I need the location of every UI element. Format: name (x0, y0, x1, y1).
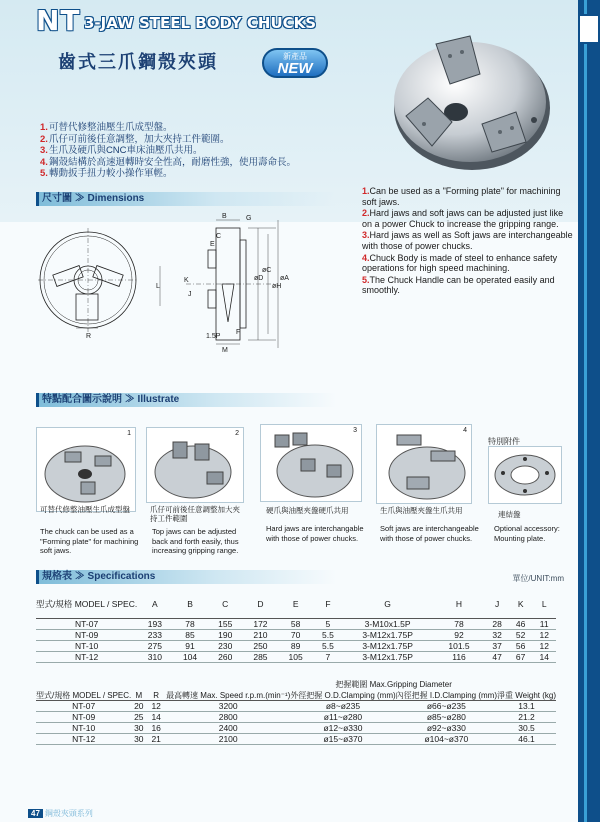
table-cell: 190 (208, 629, 243, 640)
feature-en-item: 3.Hard jaws as well as Soft jaws are interchangeable with those of power chucks. (362, 230, 573, 251)
table-cell: ø11~ø280 (290, 711, 395, 722)
table-cell: 2400 (166, 722, 290, 733)
table-cell: 47 (485, 651, 509, 662)
col-header: 淨重 Weight (kg) (497, 677, 556, 700)
table-cell: 155 (208, 618, 243, 629)
col-header: G (343, 592, 433, 618)
special-caption-cn: 連結盤 (498, 510, 521, 519)
col-header: E (278, 592, 313, 618)
col-header: R (146, 677, 166, 700)
illustrate-caption-en-2: Top jaws can be adjusted back and forth easily, thus increasing gripping range. (152, 527, 239, 555)
features-en-list (362, 186, 574, 297)
table-cell: 20 (131, 700, 146, 711)
table-cell: 37 (485, 640, 509, 651)
table-cell: 116 (433, 651, 486, 662)
table-cell: 78 (172, 618, 207, 629)
table-row (36, 618, 556, 629)
table-cell: ø66~ø235 (396, 700, 497, 711)
features-cn-list (40, 122, 360, 180)
table-cell: 21 (146, 733, 166, 744)
new-badge (262, 48, 328, 78)
table-cell: 58 (278, 618, 313, 629)
table-cell: 25 (131, 711, 146, 722)
illustrate-photo-3: 3 (260, 424, 362, 502)
col-header-group: 把握範圍 Max.Gripping Diameter (335, 680, 452, 689)
table-cell: 105 (278, 651, 313, 662)
table-cell: 5.5 (313, 640, 342, 651)
table-cell: NT-12 (36, 733, 131, 744)
illustrate-caption-en-1: The chuck can be used as a "Forming plate" for machining soft jaws. (40, 527, 139, 555)
table-cell: 11 (532, 618, 556, 629)
col-header: L (532, 592, 556, 618)
page-title-cn: 齒式三爪鋼殼夾頭 (58, 52, 218, 73)
new-badge-cn: 新產品 (283, 52, 307, 61)
table-cell: 91 (172, 640, 207, 651)
table-cell: 46 (509, 618, 533, 629)
feature-cn-item: 2.爪仔可前後任意調整，加大夾持工件範圍。 (40, 133, 230, 145)
table-cell: 5.5 (313, 629, 342, 640)
col-header: 外徑把握 O.D.Clamping (mm) (290, 690, 396, 700)
dimension-drawing (36, 210, 336, 360)
table-cell: 3-M12x1.75P (343, 651, 433, 662)
table-cell: 13.1 (497, 700, 556, 711)
label-G: G (246, 215, 252, 222)
col-header: F (313, 592, 342, 618)
table-cell: 104 (172, 651, 207, 662)
table-row (36, 651, 556, 662)
table-cell: 233 (137, 629, 172, 640)
table-cell: 210 (243, 629, 278, 640)
table-cell: 92 (433, 629, 486, 640)
table-cell: ø85~ø280 (396, 711, 497, 722)
table-cell: 5 (313, 618, 342, 629)
table-cell: 21.2 (497, 711, 556, 722)
table-cell: 250 (243, 640, 278, 651)
label-F: F (236, 329, 241, 336)
label-B: B (222, 213, 227, 220)
label-phiC: øC (262, 267, 272, 274)
table-cell: 52 (509, 629, 533, 640)
table-cell: 3-M10x1.5P (343, 618, 433, 629)
side-bar (578, 0, 600, 822)
label-L: L (156, 283, 160, 290)
table-cell: 230 (208, 640, 243, 651)
spec-table-performance (36, 677, 556, 745)
col-header: 型式/規格 MODEL / SPEC. (36, 592, 137, 618)
table-row (36, 700, 556, 711)
feature-cn-item: 1.可替代修整油壓生爪成型盤。 (40, 122, 173, 133)
table-cell: 12 (532, 640, 556, 651)
table-cell: 172 (243, 618, 278, 629)
table-cell: 30.5 (497, 722, 556, 733)
table-row (36, 733, 556, 744)
col-header: M (131, 677, 146, 700)
table-cell: 70 (278, 629, 313, 640)
table-cell: 310 (137, 651, 172, 662)
col-header: A (137, 592, 172, 618)
table-cell: 260 (208, 651, 243, 662)
spec-table-dimensions (36, 592, 556, 663)
table-cell: 14 (532, 651, 556, 662)
feature-cn-item: 5.轉動扳手扭力較小操作軍輕。 (40, 168, 173, 179)
label-H: øH (272, 283, 282, 290)
table-cell: 14 (146, 711, 166, 722)
table-cell: 12 (146, 700, 166, 711)
table-cell: 32 (485, 629, 509, 640)
table-cell: 3-M12x1.75P (343, 629, 433, 640)
table-cell: ø92~ø330 (396, 722, 497, 733)
table-cell: NT-09 (36, 711, 131, 722)
table-cell: 78 (433, 618, 486, 629)
table-cell: ø8~ø235 (290, 700, 395, 711)
feature-en-item: 1.Can be used as a "Forming plate" for machining soft jaws. (362, 186, 561, 207)
table-cell: 85 (172, 629, 207, 640)
col-header: C (208, 592, 243, 618)
section-illustrate: 特點配合圖示說明 ≫ Illustrate (36, 393, 336, 407)
table-cell: NT-10 (36, 640, 137, 651)
illustrate-photo-1: 1 (36, 427, 136, 512)
illustrate-photo-2: 2 (146, 427, 244, 503)
table-row (36, 711, 556, 722)
table-cell: NT-12 (36, 651, 137, 662)
label-D: øD (254, 275, 264, 282)
label-K: K (184, 277, 189, 284)
label-C: C (216, 233, 222, 240)
table-cell: 30 (131, 733, 146, 744)
table-cell: NT-09 (36, 629, 137, 640)
table-cell: 30 (131, 722, 146, 733)
label-J: J (188, 291, 192, 298)
col-header: K (509, 592, 533, 618)
table-cell: 28 (485, 618, 509, 629)
table-cell: 3-M12x1.75P (343, 640, 433, 651)
feature-en-item: 5.The Chuck Handle can be operated easily and smoothly. (362, 274, 555, 296)
page-title: 3-JAW STEEL BODY CHUCKS (84, 14, 317, 32)
feature-cn-item: 4.鋼殼結構於高速迴轉時安全性高，耐磨性強，使用壽命長。 (40, 156, 296, 168)
special-caption-en: Optional accessory: Mounting plate. (494, 524, 560, 543)
table-cell: 3200 (166, 700, 290, 711)
table-cell: 101.5 (433, 640, 486, 651)
illustrate-caption-cn-4: 生爪與油壓夾盤生爪共用 (380, 506, 463, 515)
feature-cn-item: 3.生爪及硬爪與CNC車床油壓爪共用。 (40, 145, 203, 156)
label-R: R (86, 333, 92, 340)
table-cell: 285 (243, 651, 278, 662)
col-header: 內徑把握 I.D.Clamping (mm) (395, 690, 497, 700)
table-cell: 56 (509, 640, 533, 651)
footer-text: 鋼殼夾頭系列 (44, 809, 93, 818)
table-cell: NT-07 (36, 618, 137, 629)
section-dimensions: 尺寸圖 ≫ Dimensions (36, 192, 336, 206)
col-header: D (243, 592, 278, 618)
table-cell: 16 (146, 722, 166, 733)
page-footer (28, 808, 93, 819)
feature-en-item: 4.Chuck Body is made of steel to enhance safety operations for high speed machining. (362, 252, 558, 274)
table-cell: ø104~ø370 (396, 733, 497, 744)
table-cell: NT-10 (36, 722, 131, 733)
table-cell: ø12~ø330 (290, 722, 395, 733)
page-number: 47 (28, 809, 43, 818)
table-cell: 2100 (166, 733, 290, 744)
illustrate-caption-cn-2: 爪仔可前後任意調整加大夾持工件範圍 (150, 505, 240, 523)
table-cell: 46.1 (497, 733, 556, 744)
label-M: M (222, 347, 228, 354)
illustrate-caption-cn-1: 可替代修整油壓生爪成型盤 (40, 505, 130, 514)
table-row (36, 629, 556, 640)
col-header: 型式/規格 MODEL / SPEC. (36, 677, 131, 700)
chuck-photo (384, 26, 554, 186)
special-accessory-title: 特別附件 (488, 437, 520, 446)
series-code: NT (36, 4, 81, 37)
illustrate-caption-en-3: Hard jaws are interchangable with those of power chucks. (266, 524, 364, 543)
illustrate-caption-en-4: Soft jaws are interchangeable with those of power chucks. (380, 524, 479, 543)
table-row (36, 722, 556, 733)
mounting-plate-photo (488, 446, 562, 504)
table-cell: 2800 (166, 711, 290, 722)
col-header: H (433, 592, 486, 618)
illustrate-photo-4: 4 (376, 424, 472, 504)
col-header: 最高轉速 Max. Speed r.p.m.(min⁻¹) (166, 677, 290, 700)
table-cell: 7 (313, 651, 342, 662)
feature-en-item: 2.Hard jaws and soft jaws can be adjusted just like on a power Chuck to increase the gripping range. (362, 208, 564, 229)
table-cell: ø15~ø370 (290, 733, 395, 744)
table-cell: NT-07 (36, 700, 131, 711)
unit-label: 單位/UNIT:mm (512, 574, 564, 583)
new-badge-en: NEW (277, 60, 313, 77)
col-header: B (172, 592, 207, 618)
col-header: J (485, 592, 509, 618)
table-cell: 12 (532, 629, 556, 640)
label-E: E (210, 241, 215, 248)
table-row (36, 640, 556, 651)
table-cell: 275 (137, 640, 172, 651)
label-A: øA (280, 275, 289, 282)
table-cell: 67 (509, 651, 533, 662)
table-cell: 89 (278, 640, 313, 651)
table-cell: 193 (137, 618, 172, 629)
label-P: 1.5P (206, 333, 221, 340)
illustrate-caption-cn-3: 硬爪與油壓夾盤硬爪共用 (266, 506, 349, 515)
section-specifications: 規格表 ≫ Specifications (36, 570, 336, 584)
